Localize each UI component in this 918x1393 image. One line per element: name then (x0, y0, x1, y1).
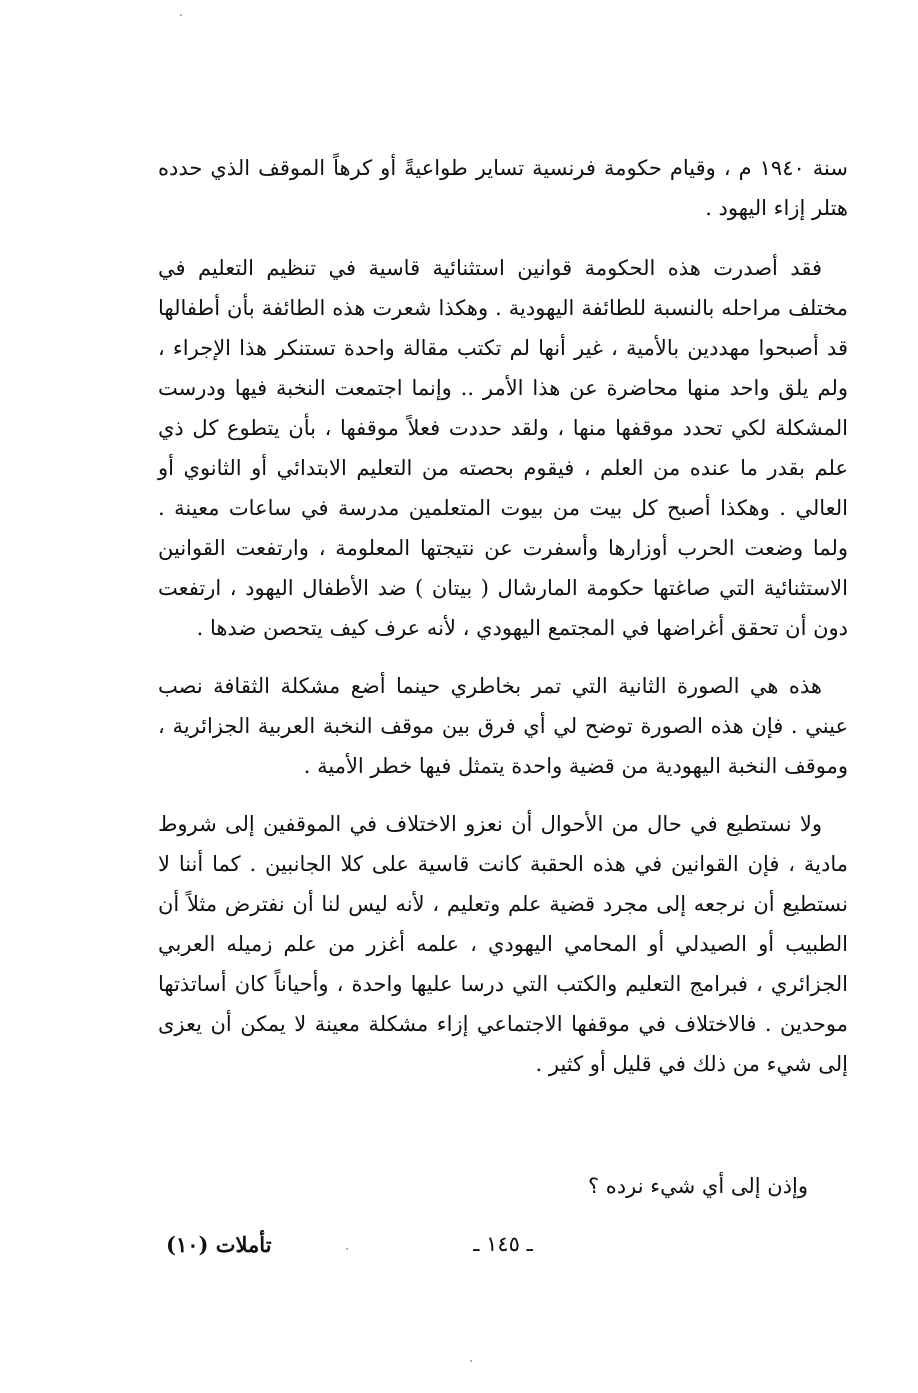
body-text (158, 148, 848, 1092)
page-number: ـ ١٤٥ ـ (473, 1232, 533, 1256)
scan-speck (346, 1248, 348, 1250)
scan-speck (470, 1360, 472, 1362)
scan-speck (180, 14, 182, 16)
running-title: تأملات (١٠) (166, 1232, 272, 1257)
paragraph-second-image: هذه هي الصورة الثانية التي تمر بخاطري حينما أضع مشكلة الثقافة نصب عيني . فإن هذه الصورة توضح لي أي فرق بين موقف النخبة العربية الجزائرية ، وموقف النخبة اليهودية من قضية واحدة يتمثل فيها خطر الأمية . (158, 674, 848, 778)
page-footer (158, 1232, 848, 1272)
paragraph-government-laws: فقد أصدرت هذه الحكومة قوانين استثنائية قاسية في تنظيم التعليم في مختلف مراحله بالنسبة للطائفة اليهودية . وهكذا شعرت هذه الطائفة بأن أطفالها قد أصبحوا مهددين بالأمية ، غير أنها لم تكتب مقالة واحدة تستنكر هذا الإجراء ، ولم يلق واحد منها محاضرة عن هذا الأمر .. وإنما اجتمعت النخبة فيها ودرست المشكلة لكي تحدد موقفها منها ، ولقد حددت فعلاً موقفها ، بأن يتطوع كل ذي علم بقدر ما عنده من العلم ، فيقوم بحصته من التعليم الابتدائي أو الثانوي أو العالي . وهكذا أصبح كل بيت من بيوت المتعلمين مدرسة في ساعات معينة . ولما وضعت الحرب أوزارها وأسفرت عن نتيجتها المعلومة ، وارتفعت القوانين الاستثنائية التي صاغتها حكومة المارشال ( بيتان ) ضد الأطفال اليهود ، ارتفعت دون أن تحقق أغراضها في المجتمع اليهودي ، لأنه عرف كيف يتحصن ضدها . (158, 256, 848, 640)
closing-question: وإذن إلى أي شيء نرده ؟ (587, 1174, 808, 1198)
paragraph-continuation: سنة ١٩٤٠ م ، وقيام حكومة فرنسية تساير طواعيةً أو كرهاً الموقف الذي حدده هتلر إزاء اليهود . (158, 156, 848, 220)
paragraph-material-conditions: ولا نستطيع في حال من الأحوال أن نعزو الاختلاف في الموقفين إلى شروط مادية ، فإن القوانين في هذه الحقبة كانت قاسية على كلا الجانبين . كما أننا لا نستطيع أن نرجعه إلى مجرد قضية علم وتعليم ، لأنه ليس لنا أن نفترض مثلاً أن الطبيب أو الصيدلي أو المحامي اليهودي ، علمه أغزر من علم زميله العربي الجزائري ، فبرامج التعليم والكتب التي درسا عليها واحدة ، وأحياناً كان أساتذتها موحدين . فالاختلاف في موقفها الاجتماعي إزاء مشكلة معينة لا يمكن أن يعزى إلى شيء من ذلك في قليل أو كثير . (158, 812, 848, 1076)
